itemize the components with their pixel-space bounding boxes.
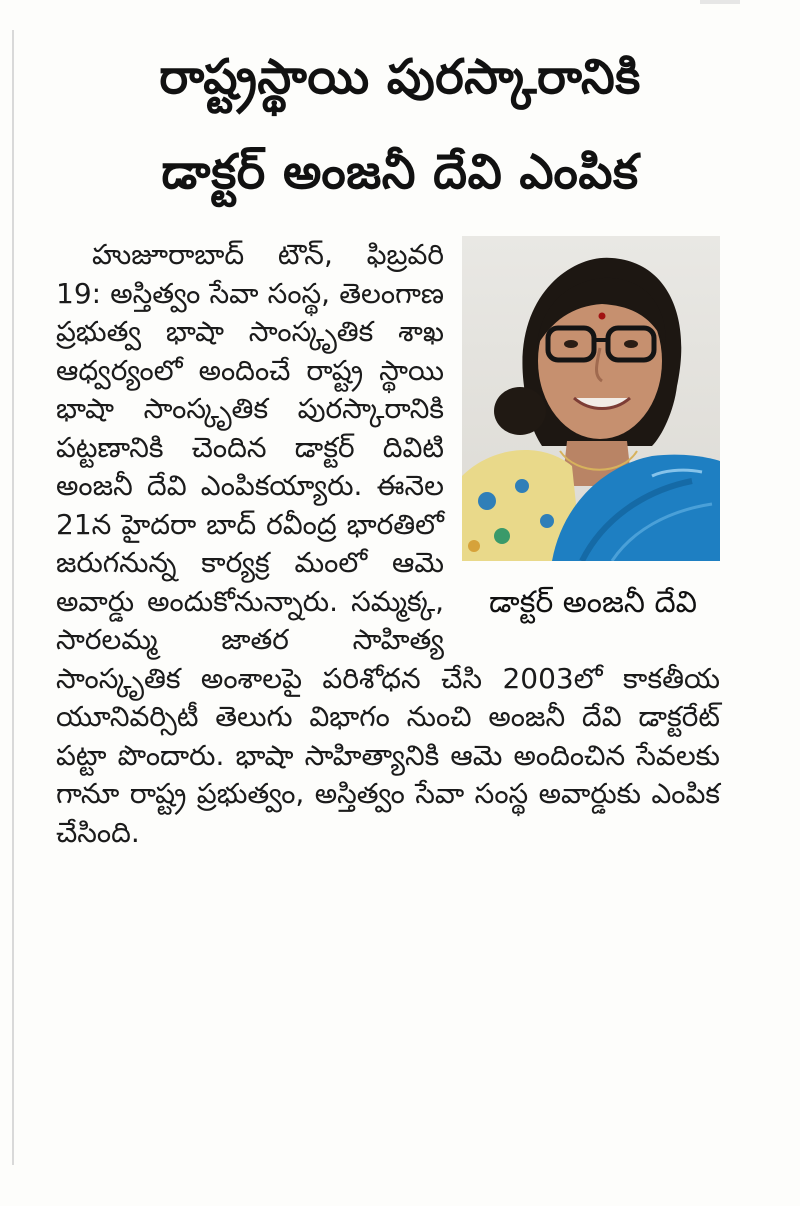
headline-line-1: రాష్ట్రస్థాయి పురస్కారానికి: [159, 49, 641, 105]
portrait-illustration: [462, 236, 720, 561]
headline-line-2: డాక్టర్ అంజనీ దేవి ఎంపిక: [161, 144, 639, 200]
article-paragraph: హుజూరాబాద్ టౌన్, ఫిబ్రవరి 19: అస్తిత్వం సేవా సంస్థ, తెలంగాణ ప్రభుత్వ భాషా సాంస్కృతిక శాఖ ఆధ్వర్యంలో అందించే రాష్ట్ర స్థాయి భాషా సాంస్కృతిక పురస్కారానికి పట్టణానికి చెందిన డాక్టర్ దివిటి అంజనీ దేవి ఎంపికయ్యారు. ఈనెల 21న హైదరా బాద్ రవీంద్ర భారతిలో జరుగనున్న కార్యక్ర మంలో ఆమె అవార్డు అందుకోనున్నారు. సమ్మక్క, సారలమ్మ జాతర సాహిత్య సాంస్కృతిక అంశాలపై పరిశోధన చేసి 2003లో కాకతీయ యూనివర్సిటీ తెలుగు విభాగం నుంచి అంజనీ దేవి డాక్టరేట్ పట్టా పొందారు. భాషా సాహిత్యానికి ఆమె అందించిన సేవలకు గానూ రాష్ట్ర ప్రభుత్వం, అస్తిత్వం సేవా సంస్థ అవార్డుకు ఎంపిక చేసింది.: [56, 238, 720, 849]
portrait-photo: [462, 236, 720, 561]
column-divider: [12, 30, 14, 1165]
photo-block: [462, 236, 724, 640]
headline: [40, 30, 760, 220]
page-edge-mark: [700, 0, 740, 4]
article-body: [56, 236, 720, 852]
photo-caption: డాక్టర్ అంజనీ దేవి: [488, 585, 698, 620]
